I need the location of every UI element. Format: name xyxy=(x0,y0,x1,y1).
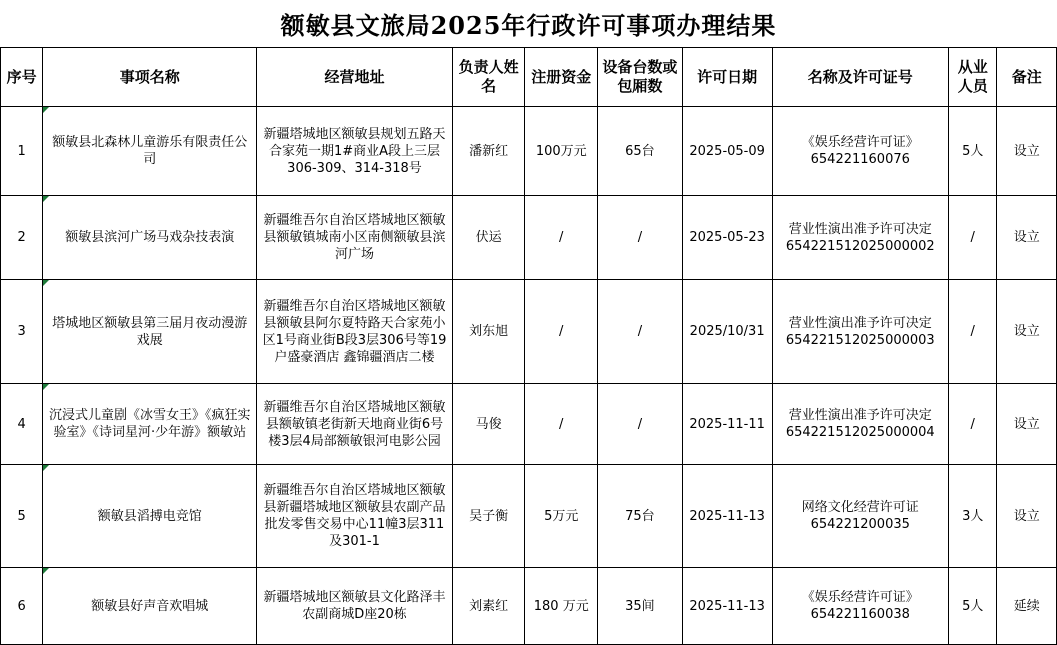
cell-address: 新疆塔城地区额敏县规划五路天合家苑一期1#商业A段上三层306-309、314-318号 xyxy=(257,107,453,196)
table-row xyxy=(1,280,1057,384)
cell-capital: 180 万元 xyxy=(525,568,598,645)
cell-capital: / xyxy=(525,196,598,280)
table-row xyxy=(1,196,1057,280)
cell-staff: / xyxy=(949,384,997,465)
permit-table xyxy=(0,47,1057,645)
cell-license xyxy=(772,384,949,465)
cell-license xyxy=(772,465,949,568)
cell-devices: / xyxy=(598,196,683,280)
cell-person: 潘新红 xyxy=(452,107,525,196)
cell-staff: 5人 xyxy=(949,568,997,645)
license-number: 654221512025000004 xyxy=(785,425,935,440)
cell-license xyxy=(772,568,949,645)
cell-item-name: 额敏县好声音欢唱城 xyxy=(43,568,257,645)
cell-date: 2025-05-09 xyxy=(682,107,772,196)
cell-address: 新疆维吾尔自治区塔城地区额敏县新疆塔城地区额敏县农副产品批发零售交易中心11幢3层311及301-1 xyxy=(257,465,453,568)
header-note: 备注 xyxy=(997,48,1057,107)
cell-note: 设立 xyxy=(997,196,1057,280)
cell-devices: / xyxy=(598,280,683,384)
license-name: 营业性演出准予许可决定 xyxy=(788,221,932,237)
license-name: 营业性演出准予许可决定 xyxy=(788,408,932,423)
cell-person: 吴子衡 xyxy=(452,465,525,568)
cell-staff: 3人 xyxy=(949,465,997,568)
cell-date: 2025-11-13 xyxy=(682,465,772,568)
cell-address: 新疆塔城地区额敏县文化路泽丰农副商城D座20栋 xyxy=(257,568,453,645)
cell-no: 6 xyxy=(1,568,43,645)
cell-person: 伏运 xyxy=(452,196,525,280)
cell-staff: / xyxy=(949,196,997,280)
license-number: 654221200035 xyxy=(810,517,910,532)
cell-date: 2025-05-23 xyxy=(682,196,772,280)
header-license: 名称及许可证号 xyxy=(772,48,949,107)
cell-date: 2025/10/31 xyxy=(682,280,772,384)
cell-license xyxy=(772,107,949,196)
cell-no: 1 xyxy=(1,107,43,196)
cell-license xyxy=(772,280,949,384)
header-devices: 设备台数或包厢数 xyxy=(598,48,683,107)
cell-note: 设立 xyxy=(997,384,1057,465)
cell-person: 马俊 xyxy=(452,384,525,465)
cell-staff: 5人 xyxy=(949,107,997,196)
header-staff: 从业人员 xyxy=(949,48,997,107)
license-number: 654221512025000003 xyxy=(785,332,935,348)
cell-no: 3 xyxy=(1,280,43,384)
table-row xyxy=(1,384,1057,465)
cell-devices: 35间 xyxy=(598,568,683,645)
header-row xyxy=(1,48,1057,107)
cell-staff: / xyxy=(949,280,997,384)
license-number: 654221160038 xyxy=(810,607,910,622)
cell-devices: 65台 xyxy=(598,107,683,196)
license-name: 网络文化经营许可证 xyxy=(801,500,919,515)
license-number: 654221160076 xyxy=(810,152,910,167)
header-address: 经营地址 xyxy=(257,48,453,107)
header-date: 许可日期 xyxy=(682,48,772,107)
cell-capital: / xyxy=(525,384,598,465)
cell-no: 5 xyxy=(1,465,43,568)
cell-devices: 75台 xyxy=(598,465,683,568)
cell-note: 设立 xyxy=(997,465,1057,568)
cell-devices: / xyxy=(598,384,683,465)
cell-item-name: 额敏县滔搏电竞馆 xyxy=(43,465,257,568)
cell-note: 设立 xyxy=(997,107,1057,196)
cell-note: 延续 xyxy=(997,568,1057,645)
table-row xyxy=(1,568,1057,645)
cell-item-name: 额敏县北森林儿童游乐有限责任公司 xyxy=(43,107,257,196)
cell-license xyxy=(772,196,949,280)
license-name: 《娱乐经营许可证》 xyxy=(801,590,919,605)
cell-item-name: 沉浸式儿童剧《冰雪女王》《疯狂实验室》《诗词星河·少年游》额敏站 xyxy=(43,384,257,465)
cell-address: 新疆维吾尔自治区塔城地区额敏县额敏县阿尔夏特路天合家苑小区1号商业街B段3层306号等19户盛豪酒店 鑫锦疆酒店二楼 xyxy=(257,280,453,384)
header-no: 序号 xyxy=(1,48,43,107)
cell-item-name: 塔城地区额敏县第三届月夜动漫游戏展 xyxy=(43,280,257,384)
cell-note: 设立 xyxy=(997,280,1057,384)
license-name: 《娱乐经营许可证》 xyxy=(801,135,919,150)
table-row xyxy=(1,465,1057,568)
cell-capital: 100万元 xyxy=(525,107,598,196)
table-row xyxy=(1,107,1057,196)
cell-capital: 5万元 xyxy=(525,465,598,568)
cell-date: 2025-11-11 xyxy=(682,384,772,465)
cell-capital: / xyxy=(525,280,598,384)
license-name: 营业性演出准予许可决定 xyxy=(788,315,932,331)
cell-no: 4 xyxy=(1,384,43,465)
cell-person: 刘东旭 xyxy=(452,280,525,384)
cell-date: 2025-11-13 xyxy=(682,568,772,645)
cell-no: 2 xyxy=(1,196,43,280)
cell-address: 新疆维吾尔自治区塔城地区额敏县额敏镇城南小区南侧额敏县滨河广场 xyxy=(257,196,453,280)
sheet-title: 额敏县文旅局2025年行政许可事项办理结果 xyxy=(0,0,1057,48)
header-capital: 注册资金 xyxy=(525,48,598,107)
license-number: 654221512025000002 xyxy=(785,238,935,254)
header-person: 负责人姓名 xyxy=(452,48,525,107)
cell-item-name: 额敏县滨河广场马戏杂技表演 xyxy=(43,196,257,280)
cell-address: 新疆维吾尔自治区塔城地区额敏县额敏镇老街新天地商业街6号楼3层4局部额敏银河电影公园 xyxy=(257,384,453,465)
cell-person: 刘素红 xyxy=(452,568,525,645)
header-item-name: 事项名称 xyxy=(43,48,257,107)
